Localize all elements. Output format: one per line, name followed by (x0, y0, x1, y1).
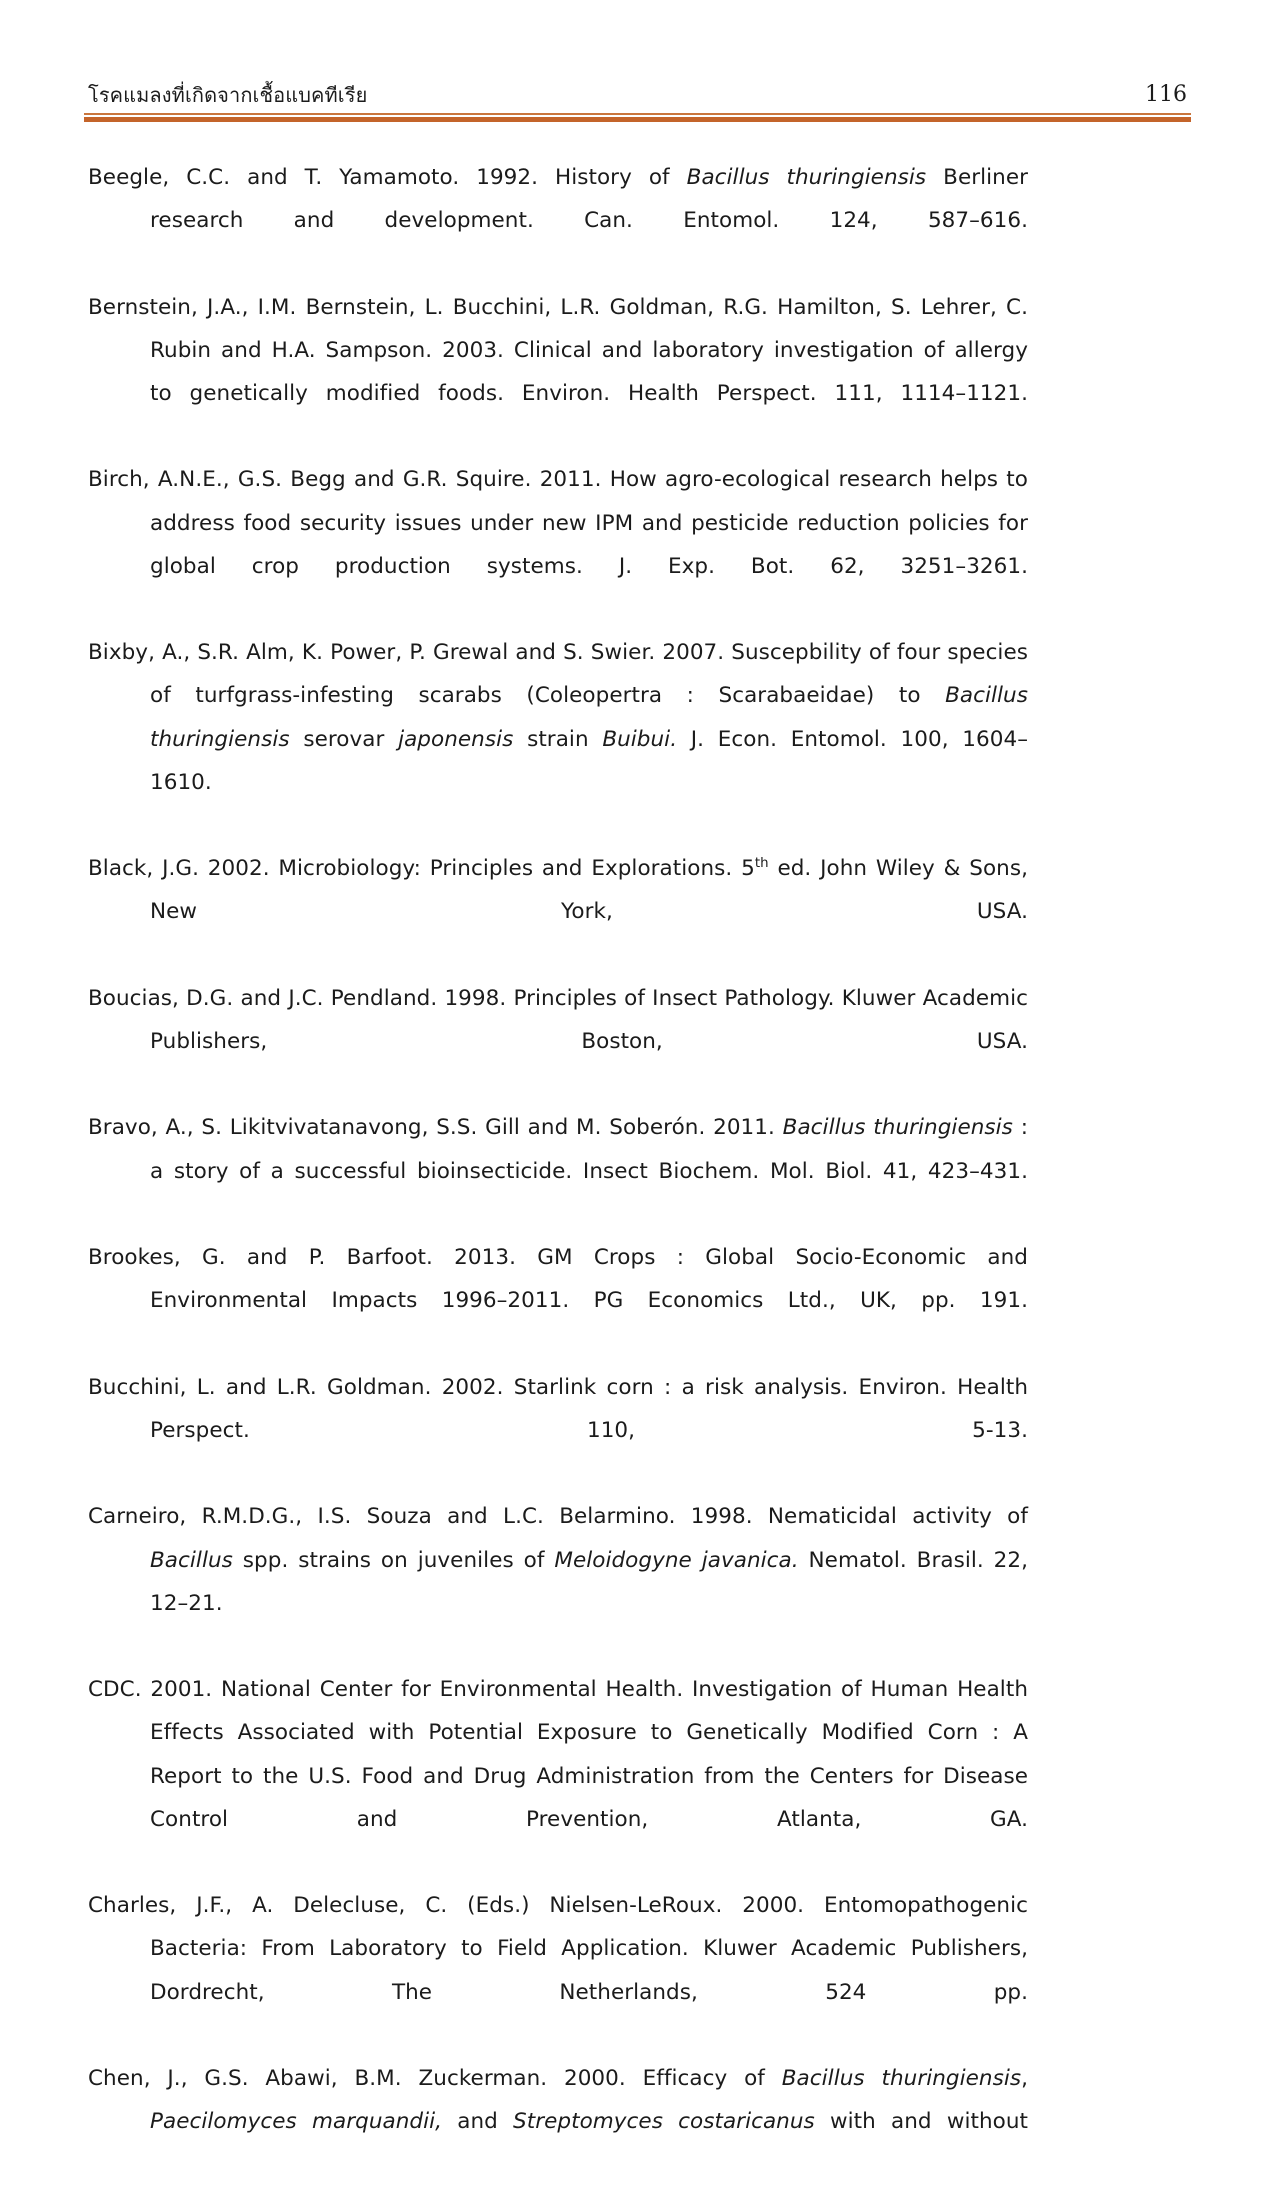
reference-text: Bucchini, L. and L.R. Goldman. 2002. Starlink corn : a risk analysis. Environ. Health Perspect. 110, 5-13. (88, 1374, 1028, 1443)
reference-superscript: th (754, 856, 769, 872)
reference-text: Boucias, D.G. and J.C. Pendland. 1998. Principles of Insect Pathology. Kluwer Academic Publishers, Boston, USA. (88, 985, 1028, 1055)
reference-italic-term: Bacillus thuringiensis (782, 1115, 1013, 1141)
reference-entry (88, 977, 1028, 1107)
reference-text: CDC. 2001. National Center for Environmental Health. Investigation of Human Health Effects Associated with Potential Exposure to Genetically Modified Corn : A Report to the U.S. Food and Drug Administration from the Centers for Disease Control and Prevention, Atlanta, GA. (88, 1677, 1028, 1832)
reference-entry (88, 847, 1028, 977)
reference-text: Nematol. Brasil. 22, 12–21. (150, 1547, 1028, 1616)
reference-italic-term: Bacillus thuringiensis (150, 683, 1028, 752)
page-number: 116 (1145, 82, 1187, 107)
reference-italic-term: Bacillus thuringiensis (686, 165, 927, 190)
reference-italic-term: Streptomyces costaricanus (513, 2109, 815, 2135)
reference-italic-term: Paecilomyces marquandii, (150, 2109, 443, 2135)
reference-entry (88, 1106, 1028, 1236)
reference-text: Berliner research and development. Can. Entomol. 124, 587–616. (150, 165, 1028, 234)
reference-entry (88, 1366, 1028, 1496)
reference-text: Bixby, A., S.R. Alm, K. Power, P. Grewal and S. Swier. 2007. Suscepbility of four species of turfgrass-infesting scarabs (Coleopertra : Scarabaeidae) to (88, 640, 1028, 709)
reference-entry (88, 156, 1028, 286)
divider-thick-line (84, 117, 1191, 122)
reference-text: Beegle, C.C. and T. Yamamoto. 1992. History of (88, 165, 687, 190)
header-divider-rule (84, 113, 1191, 122)
reference-italic-term: Meloidogyne javanica. (554, 1547, 799, 1573)
reference-text: Carneiro, R.M.D.G., I.S. Souza and L.C. Belarmino. 1998. Nematicidal activity of (88, 1504, 1028, 1530)
running-header (88, 68, 1187, 108)
reference-entry (88, 1236, 1028, 1366)
reference-italic-term: japonensis (398, 726, 514, 752)
reference-text: with and without (814, 2109, 1028, 2135)
reference-entry (88, 286, 1028, 459)
reference-text: J. Econ. Entomol. 100, 1604–1610. (150, 726, 1028, 795)
reference-entry (88, 458, 1028, 631)
reference-text: strain (513, 726, 603, 752)
reference-text: ed. John Wiley & Sons, New York, USA. (150, 856, 1028, 925)
reference-text: Bernstein, J.A., I.M. Bernstein, L. Bucchini, L.R. Goldman, R.G. Hamilton, S. Lehrer, C. Rubin and H.A. Sampson. 2003. Clinical and laboratory investigation of allergy to genetically modified foods. Environ. Health Perspect. 111, 1114–1121. (88, 294, 1028, 407)
reference-text: spp. strains on juveniles of (232, 1547, 555, 1573)
reference-text: : a story of a successful bioinsecticide. Insect Biochem. Mol. Biol. 41, 423–431. (150, 1115, 1028, 1184)
reference-text: Black, J.G. 2002. Microbiology: Principles and Explorations. 5 (88, 856, 755, 882)
reference-entry (88, 1884, 1028, 2057)
reference-italic-term: Bacillus (150, 1547, 233, 1573)
reference-text: Brookes, G. and P. Barfoot. 2013. GM Crops : Global Socio-Economic and Environmental Impacts 1996–2011. PG Economics Ltd., UK, pp. 191. (88, 1245, 1028, 1314)
reference-text: and (442, 2109, 514, 2135)
reference-entry (88, 631, 1028, 847)
divider-thin-line (84, 113, 1191, 115)
reference-entry (88, 2057, 1028, 2187)
reference-text: Bravo, A., S. Likitvivatanavong, S.S. Gill and M. Soberón. 2011. (88, 1115, 783, 1141)
reference-italic-term: Bacillus thuringiensis (781, 2065, 1022, 2091)
reference-text: Chen, J., G.S. Abawi, B.M. Zuckerman. 2000. Efficacy of (88, 2065, 782, 2091)
reference-text: serovar (289, 726, 399, 752)
reference-list (88, 156, 1028, 2187)
reference-entry (88, 1668, 1028, 1884)
reference-entry (88, 1495, 1028, 1668)
reference-text: Birch, A.N.E., G.S. Begg and G.R. Squire. 2011. How agro-ecological research helps to address food security issues under new IPM and pesticide reduction policies for global crop production systems. J. Exp. Bot. 62, 3251–3261. (88, 467, 1028, 579)
reference-italic-term: Buibui. (602, 726, 678, 752)
reference-text: Charles, J.F., A. Delecluse, C. (Eds.) Nielsen-LeRoux. 2000. Entomopathogenic Bacteria: From Laboratory to Field Application. Kluwer Academic Publishers, Dordrecht, The Netherlands, 524 pp. (88, 1893, 1028, 2005)
reference-text: , (1021, 2065, 1028, 2091)
header-chapter-title: โรคแมลงที่เกิดจากเชื้อแบคทีเรีย (88, 83, 368, 107)
